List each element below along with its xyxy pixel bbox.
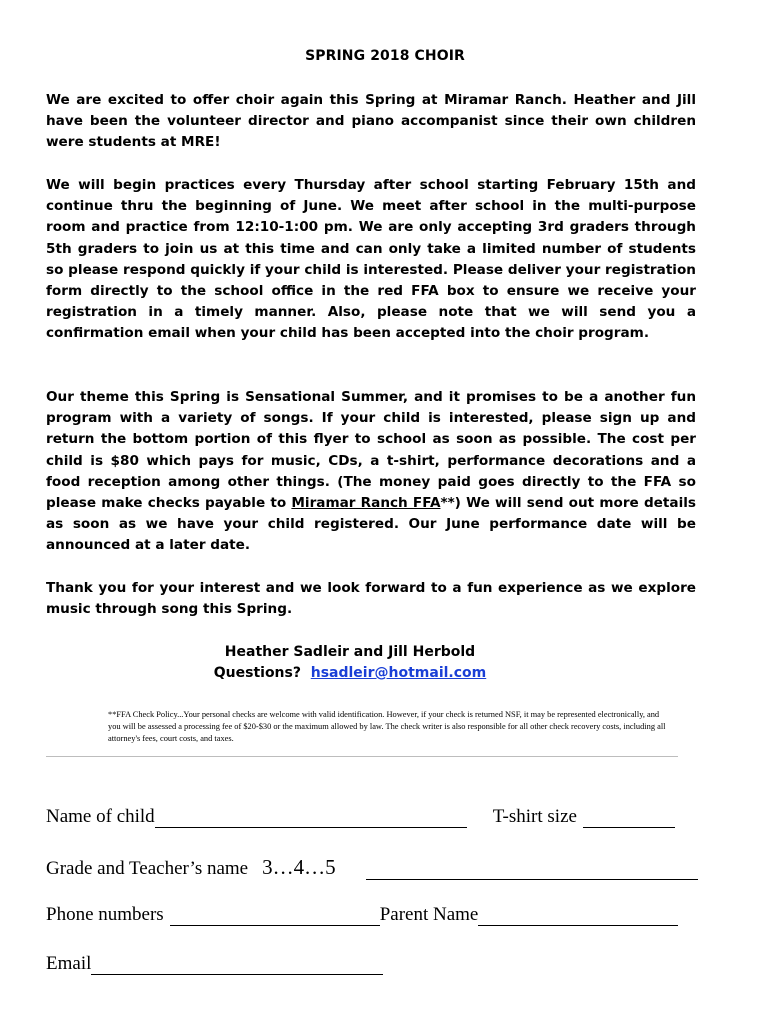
email-field[interactable]: [91, 954, 383, 975]
grade-teacher-row: [46, 855, 698, 880]
grade-teacher-label: Grade and Teacher’s name: [46, 858, 249, 879]
child-name-row: [46, 806, 675, 828]
parent-name-field[interactable]: [478, 905, 678, 926]
phone-numbers-field[interactable]: [170, 905, 380, 926]
questions-label: Questions?: [213, 665, 301, 681]
phone-parent-row: [46, 904, 678, 926]
payable-to-text: Miramar Ranch FFA: [291, 495, 441, 512]
contact-email-link[interactable]: hsadleir@hotmail.com: [310, 665, 487, 681]
parent-name-label: Parent Name: [379, 904, 479, 925]
intro-paragraph: We are excited to offer choir again this Spring at Miramar Ranch. Heather and Jill have been the volunteer director and piano accompanist since their own children were students at MRE!: [46, 92, 696, 151]
page-title: SPRING 2018 CHOIR: [305, 48, 465, 64]
check-policy-note: **FFA Check Policy...Your personal checks are welcome with valid identification. However, if your check is returned NSF, it may be represented electronically, and you will be assessed a processing fee of $20-$30 or the maximum allowed by law. The check writer is also responsible for all other check recovery costs, including all attorney's fees, court costs, and taxes.: [108, 710, 666, 743]
grade-value: 3…4…5: [262, 855, 336, 879]
questions-line: [0, 665, 700, 681]
phone-numbers-label: Phone numbers: [46, 904, 164, 925]
child-name-field[interactable]: [155, 807, 467, 828]
cut-line-divider: [46, 756, 678, 757]
theme-text-after-link: **) We will send out more details as soon as we have your child registered. Our June performance date will be announced at a later date.: [46, 495, 696, 554]
tshirt-size-field[interactable]: [583, 807, 675, 828]
grade-teacher-field[interactable]: [366, 859, 698, 880]
email-label: Email: [46, 953, 92, 974]
director-names: Heather Sadleir and Jill Herbold: [224, 644, 476, 660]
tshirt-size-label: T-shirt size: [492, 806, 577, 827]
thank-you-paragraph: Thank you for your interest and we look forward to a fun experience as we explore music through song this Spring.: [46, 580, 696, 618]
theme-text-before-link: Our theme this Spring is Sensational Summer, and it promises to be a another fun program with a variety of songs. If your child is interested, please sign up and return the bottom portion of this flyer to school as soon as possible. The cost per child is $80 which pays for music, CDs, a t-shirt, performance decorations and a food reception among other things. (The money paid goes directly to the FFA so please make checks payable to: [46, 389, 696, 512]
email-row: [46, 953, 383, 975]
theme-cost-paragraph: [46, 387, 696, 557]
practice-schedule-paragraph: We will begin practices every Thursday after school starting February 15th and continue thru the beginning of June. We meet after school in the multi-purpose room and practice from 12:10-1:00 pm. We are only accepting 3rd graders through 5th graders to join us at this time and can only take a limited number of students so please respond quickly if your child is interested. Please deliver your registration form directly to the school office in the red FFA box to ensure we receive your registration in a timely manner. Also, please note that we will send you a confirmation email when your child has been accepted into the choir program.: [46, 177, 696, 342]
child-name-label: Name of child: [46, 806, 155, 827]
